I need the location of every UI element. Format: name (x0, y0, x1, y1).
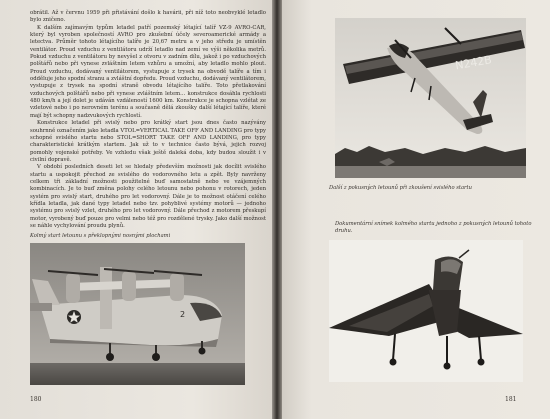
aircraft-marking: 2 (180, 310, 186, 319)
right-top-caption: Další z pokusných letounů při zkoušení svislého startu (329, 185, 472, 191)
left-page-number: 180 (30, 396, 42, 403)
left-page-text (30, 10, 266, 230)
paragraph: Konstrukce letadel při svislý nebo pro krátký start jsou dnes často nazývány souhrnně označením jako letadla VTOL=VERTICAL TAKE OFF AND LANDING pro typy schopné svislého startu nebo STOL=SHORT TAKE OFF AND LANDING, pro typy charakteristické krátkým startem. Jak už to v technice často bývá, jejich rozvoj pomohly vojenské potřeby. Ve vzhledu však ještě daleká doba, kdy budou sloužit i v civilní dopravě. (30, 120, 266, 163)
right-bottom-caption: Dokumentární snímek kolmého startu jednoho z pokusných letounů tohoto druhu. (335, 221, 532, 234)
book-gutter (272, 0, 282, 419)
right-page (279, 0, 550, 419)
aircraft-registration: N242B (454, 53, 493, 73)
left-photo-caption: Kolmý start letounu s překlopnými nosnými plochami (30, 233, 171, 239)
tiltwing-aircraft-photo (30, 243, 245, 385)
paragraph: V období posledních deseti let se hledaly především možnosti jak docílit svislého startu a uspokojit přechod ze svislého do vodorovného letu a zpět. Byly navrženy celkem tři základní možnosti použitelné buď samostatně nebo ve vzájemných kombinacích. Je to buď změna polohy celého letounu nebo pohonu v rotorech, jeden systém pro svislý start, druhého pro let vodorovný. Dále je to možnost otáčení celého křídla letadla, jak dané typy letadel nebo tzv. pohyblivé systémy motorů — jednoho systému pro svislý vzlet, druhého pro let vodorovný. Dále přechod z motorem přeskupí motor, vyrobený buď pouze pro velmi nebo též pro rozdělené trysky. Jako další možnost se náhle vychylování proudu plynů. (30, 164, 266, 229)
delta-wing-aircraft-photo (329, 240, 523, 382)
paragraph: obrátil. Až v červnu 1959 při přistávání došlo k havárii, při níž toto neobvyklé letadlo bylo zničeno. (30, 10, 266, 24)
ryan-vertiplane-photo (335, 18, 526, 178)
right-page-number: 181 (505, 396, 517, 403)
paragraph: K dalším zajímavým typům letadel patří pozemský létající talíř VZ-9 AVRO-CAR, který byl vyroben společností AVRO pro zkušební účely severoamerické armády a letectva. Průměr tohoto létajícího talíře je 20,67 metru a v jeho středu je umístěn ventilátor. Proud vzduchu z ventilátoru udrží letadlo nad zemí ve výši několika metrů. Pokud vzduchu z ventilátoru by nevyšel z otvoru v zadním dílu, jakož i po vzduchových polštářů nebo při vynese zvláštním letem vzhůru a umožní, aby letadlo mohlo plout. Proud vzduchu, dodávaný ventilátorem, vystupuje z trysek na obvodě talíře a tím i odděluje jeho spodní stranu a zvláštní dopředu. Proud vzduchu, dodávaný ventilátorem, vystupuje z trysek na spodní straně obvodu létajícího talíře. Toto přetlakování vzduchových polštářů nebo při vynese zvláštním letem... konstrukce dosáhla rychlosti 480 km/h a její dolet je udáván vzdáleností 1600 km. Konstrukce je schopna vzlétat ze vzletové nebo i po nerovném terénu a současně dělá zkoušky další létající talíře, které mají být schopny nadzvukových rychlostí. (30, 24, 266, 119)
